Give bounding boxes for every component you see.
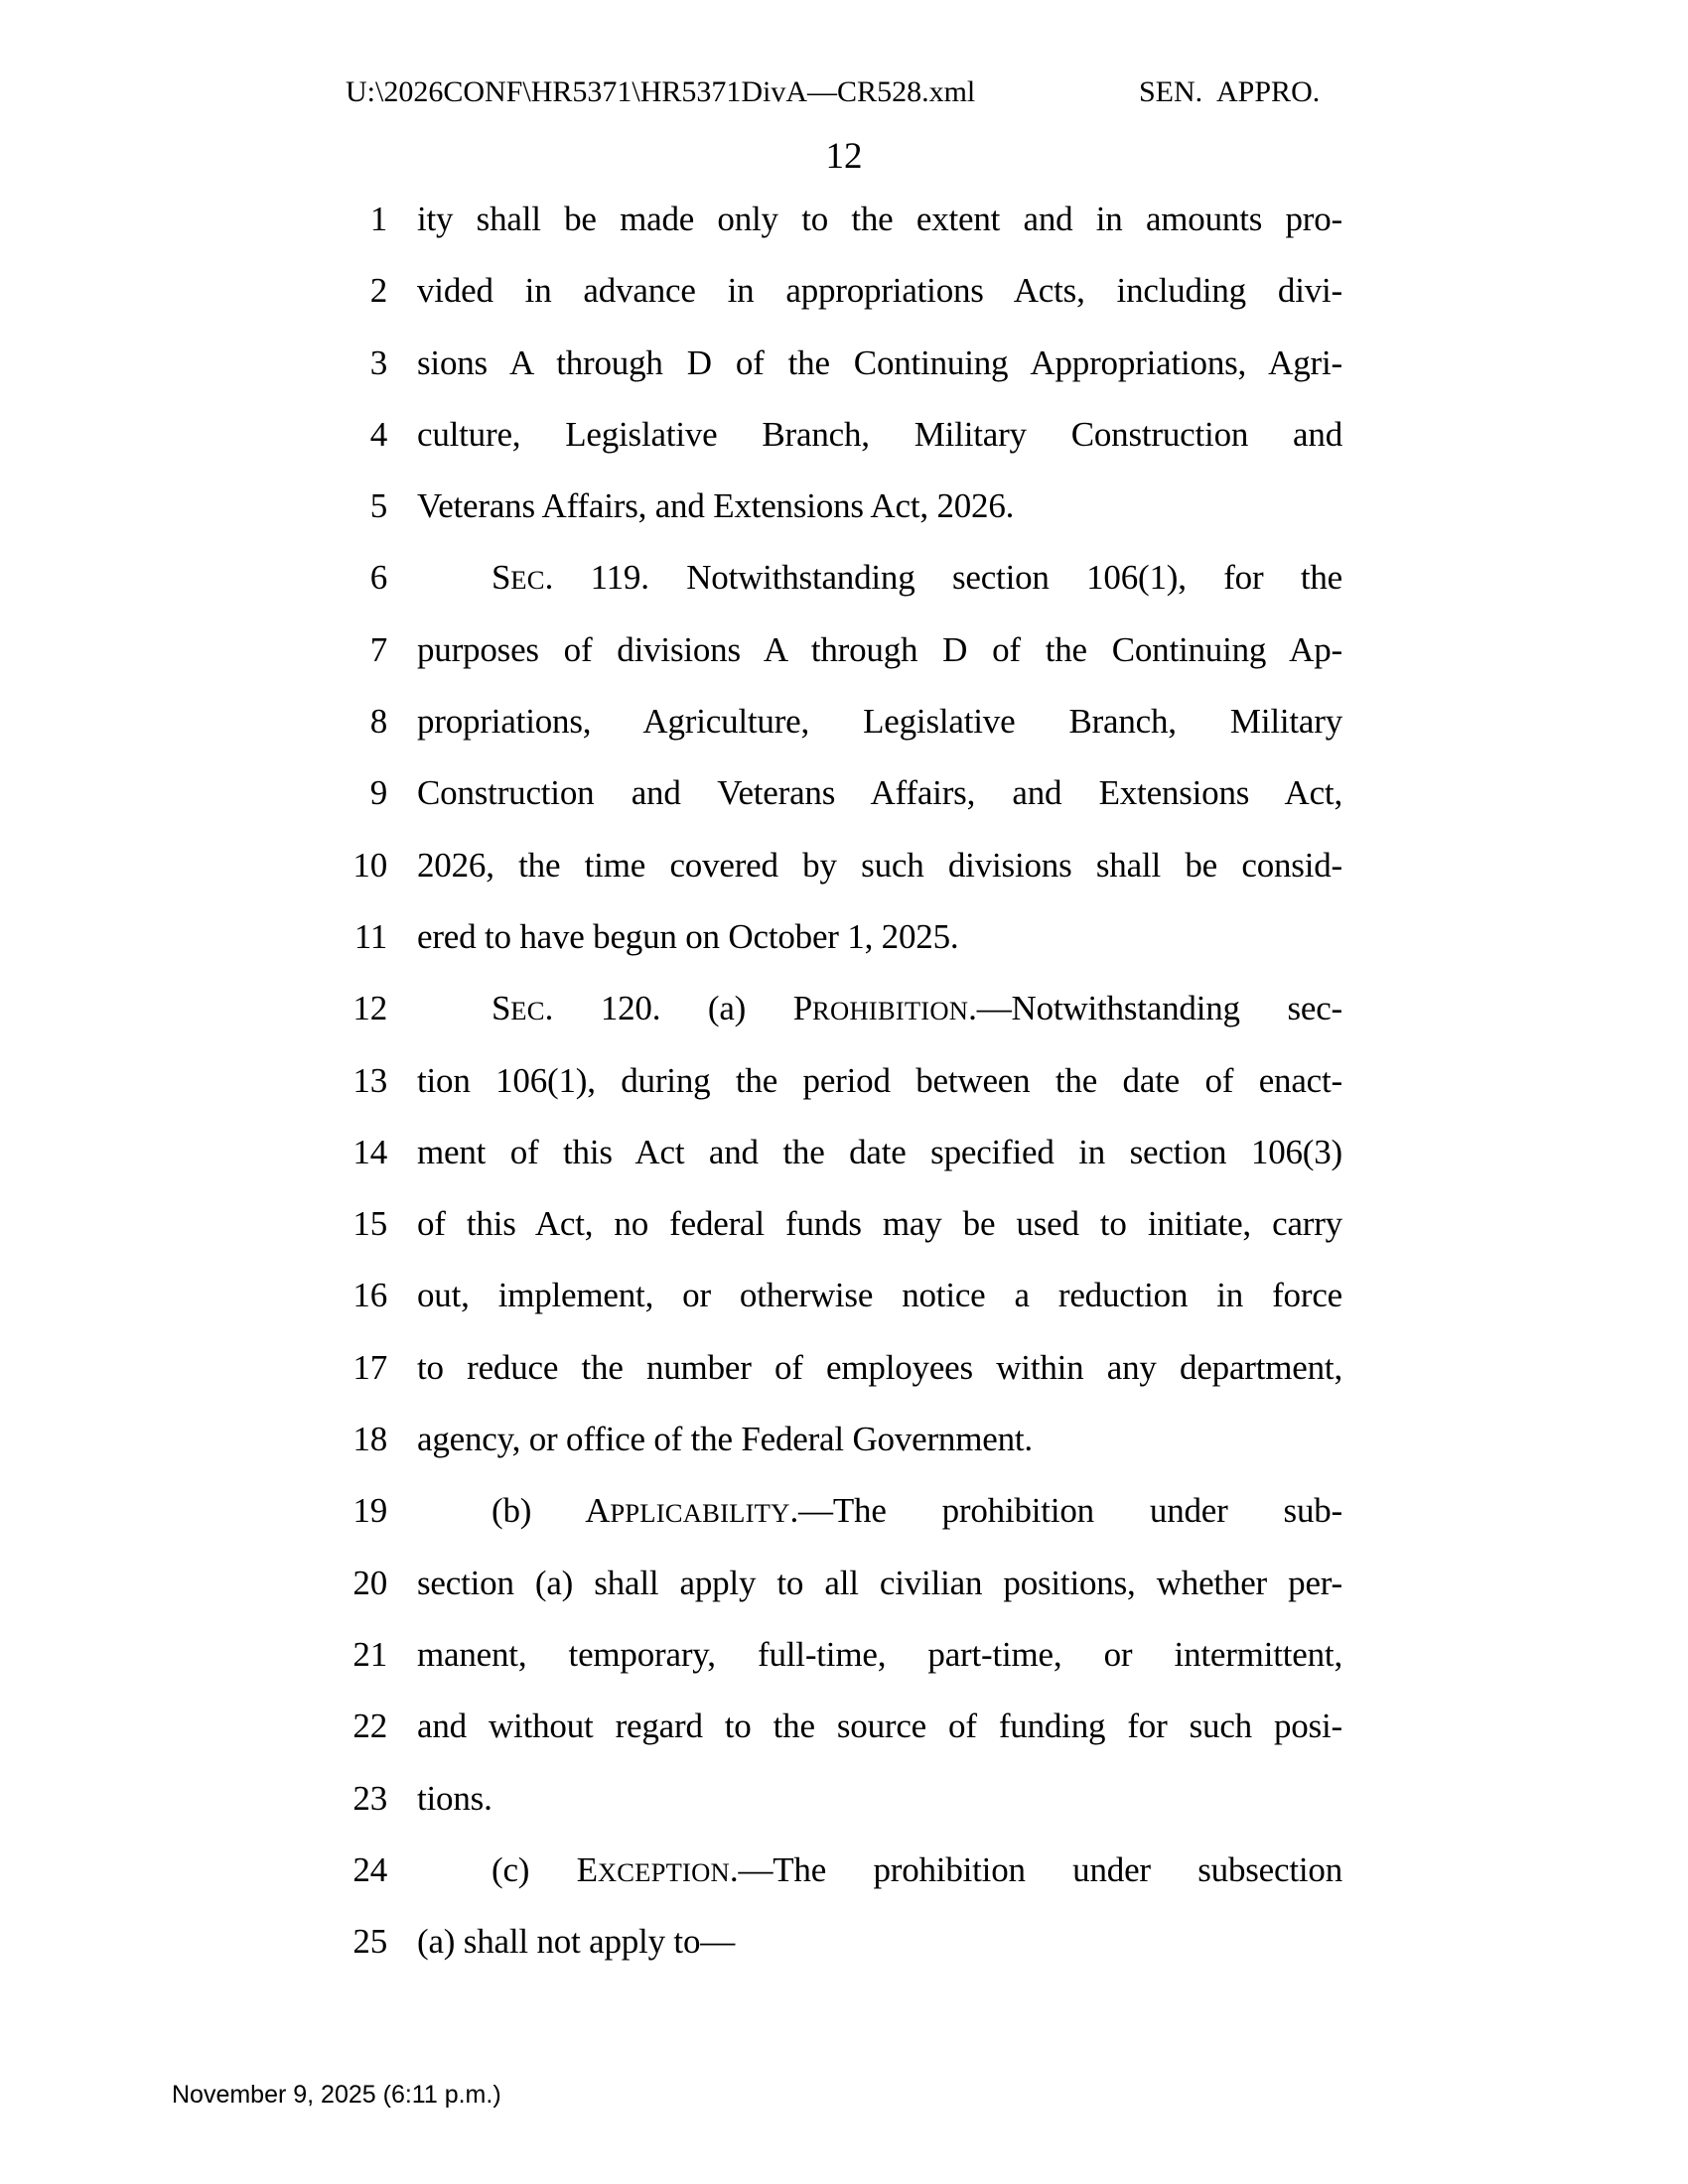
body-text: to reduce the number of employees within any department, (417, 1347, 1342, 1387)
line-number: 2 (369, 271, 387, 311)
body-text: . 120. (a) P (544, 989, 813, 1028)
header-file-path: U:\2026CONF\HR5371\HR5371DivA—CR528.xml (346, 75, 976, 108)
line-number: 15 (352, 1204, 387, 1244)
line-number: 8 (369, 702, 387, 742)
body-text: (b) A (492, 1491, 611, 1531)
bill-lines (0, 184, 1688, 1978)
line-number: 6 (369, 558, 387, 598)
bill-line (0, 973, 1688, 1044)
line-text (417, 399, 1342, 471)
line-text (417, 686, 1342, 757)
line-text (417, 1763, 1342, 1835)
bill-line (0, 1619, 1688, 1691)
line-number: 13 (352, 1060, 387, 1100)
body-text: .—The prohibition under subsection (729, 1849, 1342, 1889)
body-text: purposes of divisions A through D of the Continuing Ap- (417, 629, 1342, 669)
body-text: and without regard to the source of funding for such posi- (417, 1706, 1342, 1746)
body-text: .—Notwithstanding sec- (968, 989, 1342, 1028)
line-text (417, 255, 1342, 327)
body-text: propriations, Agriculture, Legislative Branch, Military (417, 702, 1342, 742)
line-text (417, 1332, 1342, 1404)
line-text (417, 1691, 1342, 1762)
line-number: 23 (352, 1778, 387, 1818)
bill-line (0, 901, 1688, 973)
line-number: 1 (369, 200, 387, 238)
body-text: agency, or office of the Federal Government. (417, 1420, 1033, 1459)
line-number: 21 (352, 1634, 387, 1674)
body-text: (a) shall not apply to— (417, 1922, 736, 1962)
bill-line (0, 1475, 1688, 1547)
bill-line (0, 614, 1688, 686)
bill-line (0, 1117, 1688, 1188)
bill-line (0, 1835, 1688, 1906)
small-caps-text: EC (510, 565, 545, 596)
line-text (417, 1906, 1342, 1978)
line-number: 7 (369, 629, 387, 669)
line-text (417, 471, 1342, 542)
line-number: 16 (352, 1276, 387, 1315)
small-caps-text: XCEPTION (597, 1856, 730, 1887)
line-number: 24 (352, 1849, 387, 1889)
line-text (417, 830, 1342, 901)
footer-timestamp: November 9, 2025 (6:11 p.m.) (172, 2081, 501, 2109)
body-text: Construction and Veterans Affairs, and Extensions Act, (417, 773, 1342, 813)
small-caps-text: EC (510, 996, 545, 1026)
line-number: 4 (369, 414, 387, 454)
body-text: out, implement, or otherwise notice a reduction in force (417, 1276, 1342, 1315)
bill-line (0, 1763, 1688, 1835)
line-text (417, 901, 1342, 973)
line-number: 5 (369, 486, 387, 526)
line-number: 14 (352, 1132, 387, 1171)
line-number: 19 (352, 1491, 387, 1531)
bill-line (0, 1404, 1688, 1475)
line-text (417, 1188, 1342, 1260)
line-number: 9 (369, 773, 387, 813)
small-caps-text: ROHIBITION (812, 996, 969, 1026)
line-text (417, 973, 1342, 1044)
bill-line (0, 1548, 1688, 1619)
line-text (417, 1117, 1342, 1188)
line-text (417, 757, 1342, 829)
bill-line (0, 471, 1688, 542)
bill-line (0, 830, 1688, 901)
line-text (417, 1260, 1342, 1331)
bill-line (0, 1260, 1688, 1331)
line-text (417, 1475, 1342, 1547)
body-text: ity shall be made only to the extent and in amounts pro- (417, 200, 1342, 238)
line-number: 17 (352, 1347, 387, 1387)
body-text: section (a) shall apply to all civilian positions, whether per- (417, 1563, 1342, 1602)
line-number: 10 (352, 845, 387, 885)
bill-line (0, 1906, 1688, 1978)
line-text (417, 1404, 1342, 1475)
body-text: of this Act, no federal funds may be used to initiate, carry (417, 1204, 1342, 1244)
bill-line (0, 184, 1688, 255)
line-number: 12 (352, 989, 387, 1028)
small-caps-text: PPLICABILITY (610, 1498, 790, 1529)
line-text (417, 542, 1342, 614)
bill-line (0, 1188, 1688, 1260)
page-number: 12 (825, 136, 863, 177)
line-number: 18 (352, 1420, 387, 1459)
body-text: culture, Legislative Branch, Military Construction and (417, 414, 1342, 454)
body-text: vided in advance in appropriations Acts, including divi- (417, 271, 1342, 311)
line-text (417, 1835, 1342, 1906)
body-text: tions. (417, 1778, 492, 1818)
line-number: 22 (352, 1706, 387, 1746)
body-text: ment of this Act and the date specified in section 106(3) (417, 1132, 1342, 1171)
body-text: .—The prohibition under sub- (789, 1491, 1342, 1531)
line-number: 11 (353, 916, 387, 956)
bill-line (0, 399, 1688, 471)
line-text (417, 1548, 1342, 1619)
body-text: tion 106(1), during the period between the date of enact- (417, 1060, 1342, 1100)
bill-line (0, 542, 1688, 614)
bill-line (0, 686, 1688, 757)
line-number: 3 (369, 342, 387, 382)
line-text (417, 1045, 1342, 1117)
body-text: . 119. Notwithstanding section 106(1), for the (544, 558, 1342, 598)
line-number: 25 (352, 1922, 387, 1962)
bill-line (0, 1691, 1688, 1762)
bill-line (0, 1332, 1688, 1404)
bill-line (0, 255, 1688, 327)
body-text: S (492, 558, 511, 598)
body-text: Veterans Affairs, and Extensions Act, 2026. (417, 486, 1015, 526)
body-text: 2026, the time covered by such divisions shall be consid- (417, 845, 1342, 885)
body-text: ered to have begun on October 1, 2025. (417, 916, 959, 956)
line-text (417, 184, 1342, 255)
bill-line (0, 757, 1688, 829)
header-committee-label: SEN. APPRO. (1139, 75, 1321, 108)
line-text (417, 1619, 1342, 1691)
body-text: manent, temporary, full-time, part-time, or intermittent, (417, 1634, 1342, 1674)
line-number: 20 (352, 1563, 387, 1602)
body-text: S (492, 989, 511, 1028)
body-text: sions A through D of the Continuing Appropriations, Agri- (417, 342, 1342, 382)
line-text (417, 614, 1342, 686)
bill-line (0, 328, 1688, 399)
bill-line (0, 1045, 1688, 1117)
body-text: (c) E (492, 1849, 598, 1889)
line-text (417, 328, 1342, 399)
